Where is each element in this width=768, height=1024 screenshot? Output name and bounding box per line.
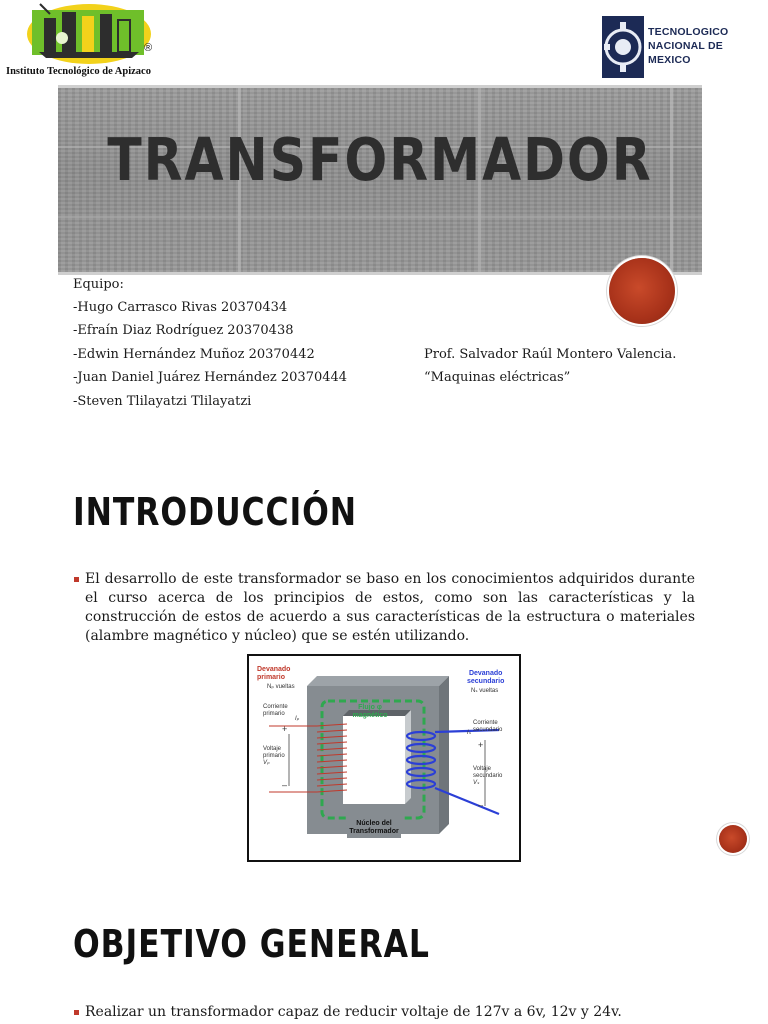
professor-name: Prof. Salvador Raúl Montero Valencia. <box>424 347 677 362</box>
transformer-diagram <box>247 654 521 862</box>
label-line: Vₚ <box>263 760 270 766</box>
core-label <box>347 820 401 836</box>
secondary-voltage-label <box>473 766 502 787</box>
label-line: Corriente <box>263 704 288 710</box>
decorative-red-circle <box>609 258 675 324</box>
primary-turns: Nₚ vueltas <box>267 684 295 690</box>
label-line: primario <box>257 674 286 681</box>
secondary-minus: – <box>478 800 484 810</box>
course-name: “Maquinas eléctricas” <box>424 370 571 385</box>
apizaco-logo <box>4 0 174 82</box>
label-line: Devanado <box>257 666 291 673</box>
tecnm-gear-icon <box>598 12 648 82</box>
label-line: Voltaje <box>263 746 282 752</box>
label-line: Devanado <box>468 670 503 677</box>
primary-current-label <box>263 704 288 718</box>
primary-current-symbol: Iₚ <box>295 716 300 722</box>
secondary-current-symbol: Iₛ <box>467 730 471 736</box>
label-line: Vₛ <box>473 780 480 786</box>
primary-minus: – <box>282 780 288 790</box>
logo-caption: Instituto Tecnológico de Apizaco <box>6 66 151 77</box>
secondary-current-label <box>473 720 502 734</box>
secondary-turns: Nₛ vueltas <box>471 688 499 694</box>
intro-heading: INTRODUCCIÓN <box>73 490 358 534</box>
registered-mark: ® <box>144 42 153 54</box>
title-banner <box>58 85 702 275</box>
objective-paragraph: Realizar un transformador capaz de reducir voltaje de 127v a 6v, 12v y 24v. <box>85 1004 622 1020</box>
primary-voltage-label <box>263 746 285 767</box>
flux-label <box>347 704 393 720</box>
primary-plus: + <box>282 724 288 734</box>
team-member: -Steven Tlilayatzi Tlilayatzi <box>73 394 252 409</box>
tecnm-line2: NACIONAL DE MEXICO <box>648 40 723 66</box>
label-line: primario <box>263 753 285 759</box>
tecnm-line1: TECNOLOGICO <box>648 26 729 38</box>
label-line: Flujo φ <box>358 704 382 711</box>
apizaco-emblem-icon <box>4 0 174 66</box>
team-label: Equipo: <box>73 277 124 292</box>
team-member: -Edwin Hernández Muñoz 20370442 <box>73 347 315 362</box>
tecnm-name <box>648 25 764 67</box>
label-line: magnético <box>352 712 388 719</box>
intro-paragraph: El desarrollo de este transformador se baso en los conocimientos adquiridos durante el curso acerca de los principios de estos, como son las características y la construcción de estos de acuerdo a sus características de la estructura o materiales (alambre magnético y núcleo) que se estén utilizando. <box>85 571 695 644</box>
team-member: -Juan Daniel Juárez Hernández 20370444 <box>73 370 348 385</box>
label-line: Núcleo del <box>356 820 392 827</box>
label-line: primario <box>263 711 285 717</box>
label-line: Transformador <box>349 828 399 835</box>
team-member: -Efraín Diaz Rodríguez 20370438 <box>73 323 294 338</box>
team-member: -Hugo Carrasco Rivas 20370434 <box>73 300 288 315</box>
primary-winding-title <box>257 666 290 682</box>
bullet-icon <box>74 577 79 582</box>
label-line: secundario <box>467 678 505 685</box>
label-line: secundario <box>473 727 503 733</box>
label-line: Corriente <box>473 720 498 726</box>
secondary-winding-title <box>467 670 504 686</box>
decorative-red-circle <box>719 825 747 853</box>
label-line: Voltaje <box>473 766 492 772</box>
secondary-plus: + <box>478 740 484 750</box>
page-title: TRANSFORMADOR <box>107 126 653 195</box>
label-line: secundario <box>473 773 503 779</box>
tecnm-logo <box>598 12 764 82</box>
bullet-icon <box>74 1010 79 1015</box>
objective-heading: OBJETIVO GENERAL <box>73 922 430 966</box>
